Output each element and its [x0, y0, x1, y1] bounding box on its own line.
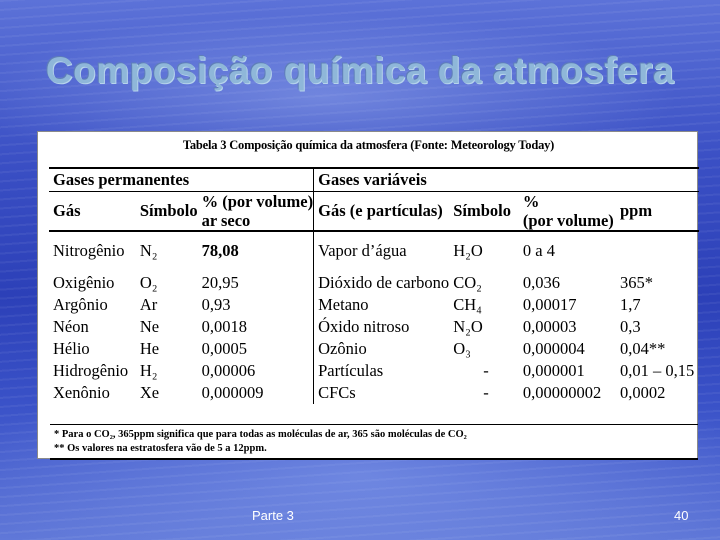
- gas-symbol: Ne: [139, 317, 160, 336]
- group-header-permanent: Gases permanentes: [49, 168, 314, 192]
- variable-gas-percent: 0,00003: [522, 317, 577, 336]
- table-row: [49, 272, 699, 294]
- variable-gas-symbol: -: [483, 383, 489, 402]
- variable-gas-percent: 0,00000002: [522, 383, 602, 402]
- footnote-ozone: ** Os valores na estratosfera vão de 5 a 12ppm.: [54, 443, 267, 454]
- variable-gas-ppm: 0,3: [619, 317, 641, 336]
- col-header-percent: [198, 192, 314, 232]
- gas-name: Néon: [53, 317, 89, 336]
- gas-name: Hélio: [53, 339, 90, 358]
- variable-gas-name: Ozônio: [318, 339, 367, 358]
- col-header-percent-variable-line2: (por volume): [522, 211, 614, 230]
- table-caption: Tabela 3 Composição química da atmosfera (Fonte: Meteorology Today): [182, 138, 555, 152]
- gas-percent: 78,08: [198, 240, 314, 262]
- variable-gas-ppm: 0,01 – 0,15: [619, 361, 695, 380]
- slide-title: Composição química da atmosfera: [45, 50, 675, 91]
- slide-page-number: 40: [674, 508, 689, 523]
- variable-gas-percent: 0,000001: [522, 361, 585, 380]
- gas-name: Hidrogênio: [53, 361, 129, 380]
- gas-symbol: Xe: [139, 383, 160, 402]
- table-row: [49, 294, 699, 316]
- gas-name: Xenônio: [53, 383, 110, 402]
- gas-name: Oxigênio: [53, 273, 115, 292]
- gas-percent: 20,95: [198, 272, 314, 294]
- variable-gas-name: CFCs: [318, 383, 356, 402]
- variable-gas-ppm: 0,0002: [619, 383, 666, 402]
- composition-table-image: [37, 131, 698, 459]
- gas-percent: 0,93: [198, 294, 314, 316]
- gas-percent: 0,0018: [198, 316, 314, 338]
- table-row: [49, 360, 699, 382]
- variable-gas-ppm: 365*: [619, 273, 653, 292]
- gas-symbol: O₂: [139, 273, 158, 292]
- variable-gas-symbol: -: [483, 361, 489, 380]
- variable-gas-symbol: CH₄: [453, 295, 482, 314]
- variable-gas-percent: 0,000004: [522, 339, 585, 358]
- variable-gas-name: Partículas: [318, 361, 384, 380]
- gas-symbol: H₂: [139, 361, 158, 380]
- col-header-gas: Gás: [49, 192, 136, 232]
- col-header-symbol-variable: Símbolo: [449, 192, 519, 232]
- column-header-row: [49, 192, 699, 232]
- gas-name: Nitrogênio: [53, 241, 125, 260]
- table-footnotes: [50, 424, 698, 460]
- col-header-percent-variable-line1: %: [522, 192, 540, 211]
- variable-gas-ppm: 1,7: [619, 295, 641, 314]
- variable-gas-percent: 0,00017: [522, 295, 577, 314]
- variable-gas-symbol: CO₂: [453, 273, 482, 292]
- table-row: [49, 338, 699, 360]
- gas-name: Argônio: [53, 295, 108, 314]
- table-row: [49, 316, 699, 338]
- col-header-percent-variable: [519, 192, 616, 232]
- variable-gas-ppm: 0,04**: [619, 339, 666, 358]
- variable-gas-name: Metano: [318, 295, 369, 314]
- composition-table: [49, 167, 699, 404]
- variable-gas-symbol: O₃: [453, 339, 471, 358]
- variable-gas-symbol: H₂O: [453, 241, 483, 260]
- variable-gas-percent: 0 a 4: [522, 241, 555, 260]
- group-header-variable: Gases variáveis: [314, 168, 699, 192]
- col-header-gas-particles: Gás (e partículas): [314, 192, 450, 232]
- table-row: [49, 382, 699, 404]
- gas-percent: 0,00006: [198, 360, 314, 382]
- variable-gas-percent: 0,036: [522, 273, 561, 292]
- gas-symbol: He: [139, 339, 160, 358]
- gas-symbol: N₂: [139, 241, 158, 260]
- variable-gas-name: Vapor d’água: [318, 241, 407, 260]
- col-header-percent-line2: ar seco: [201, 211, 251, 230]
- variable-gas-name: Dióxido de carbono: [318, 273, 450, 292]
- footer-section-label: Parte 3: [252, 508, 294, 523]
- variable-gas-name: Óxido nitroso: [318, 317, 410, 336]
- group-header-row: [49, 168, 699, 192]
- col-header-symbol: Símbolo: [136, 192, 198, 232]
- variable-gas-ppm: [616, 240, 699, 262]
- table-row: [49, 240, 699, 262]
- variable-gas-symbol: N₂O: [453, 317, 483, 336]
- footnote-co2: * Para o CO₂, 365ppm significa que para todas as moléculas de ar, 365 são moléculas de CO₂: [54, 429, 467, 440]
- col-header-ppm: ppm: [616, 192, 699, 232]
- col-header-percent-line1: % (por volume): [201, 192, 314, 211]
- gas-percent: 0,000009: [198, 382, 314, 404]
- gas-percent: 0,0005: [198, 338, 314, 360]
- gas-symbol: Ar: [139, 295, 158, 314]
